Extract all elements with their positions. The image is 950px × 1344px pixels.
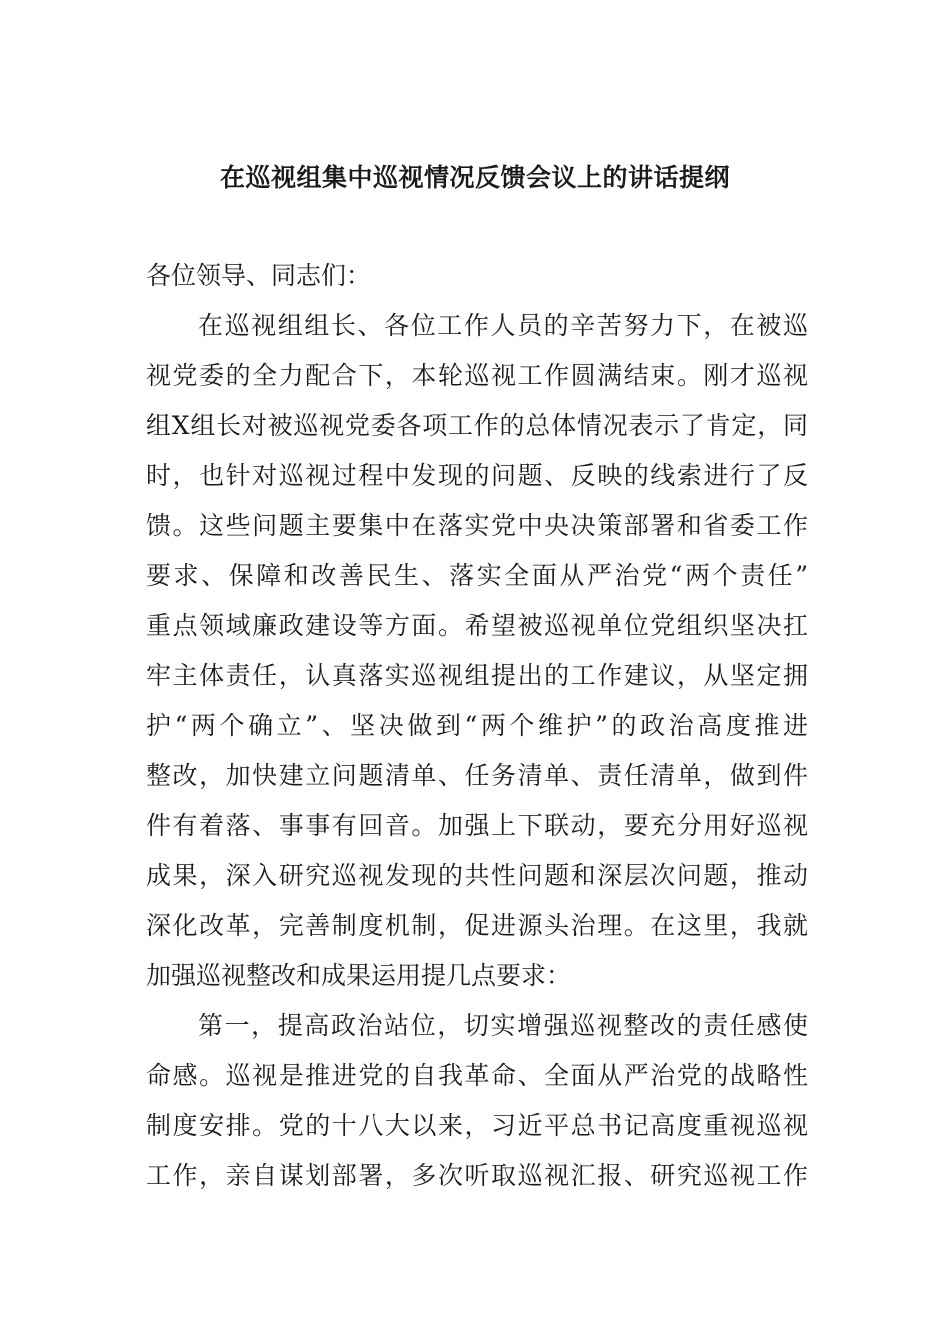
paragraph-line: 牢主体责任，认真落实巡视组提出的工作建议，从坚定拥 <box>146 661 808 690</box>
paragraph-line: 第一，提高政治站位，切实增强巡视整改的责任感使 <box>198 1011 808 1040</box>
paragraph-line: 时，也针对巡视过程中发现的问题、反映的线索进行了反 <box>146 461 808 490</box>
paragraph-line: 命感。巡视是推进党的自我革命、全面从严治党的战略性 <box>146 1061 808 1090</box>
paragraph-line: 视党委的全力配合下，本轮巡视工作圆满结束。刚才巡视 <box>146 361 808 390</box>
paragraph-line: 制度安排。党的十八大以来，习近平总书记高度重视巡视 <box>146 1111 808 1140</box>
paragraph-line: 护“两个确立”、坚决做到“两个维护”的政治高度推进 <box>146 711 808 740</box>
paragraph-line: 成果，深入研究巡视发现的共性问题和深层次问题，推动 <box>146 861 808 890</box>
paragraph-line: 在巡视组组长、各位工作人员的辛苦努力下，在被巡 <box>198 311 808 340</box>
paragraph-line: 深化改革，完善制度机制，促进源头治理。在这里，我就 <box>146 911 808 940</box>
document-title: 在巡视组集中巡视情况反馈会议上的讲话提纲 <box>219 163 730 192</box>
paragraph-line: 加强巡视整改和成果运用提几点要求： <box>146 961 572 990</box>
paragraph-line: 整改，加快建立问题清单、任务清单、责任清单，做到件 <box>146 761 808 790</box>
paragraph-line: 件有着落、事事有回音。加强上下联动，要充分用好巡视 <box>146 811 808 840</box>
paragraph-line: 要求、保障和改善民生、落实全面从严治党“两个责任” <box>146 561 808 590</box>
paragraph-line: 馈。这些问题主要集中在落实党中央决策部署和省委工作 <box>146 511 808 540</box>
document-body <box>146 251 808 1201</box>
paragraph-line: 组X组长对被巡视党委各项工作的总体情况表示了肯定，同 <box>146 411 808 440</box>
paragraph-line: 工作，亲自谋划部署，多次听取巡视汇报、研究巡视工作 <box>146 1161 808 1190</box>
paragraph-line: 重点领域廉政建设等方面。希望被巡视单位党组织坚决扛 <box>146 611 808 640</box>
salutation: 各位领导、同志们： <box>146 261 372 290</box>
